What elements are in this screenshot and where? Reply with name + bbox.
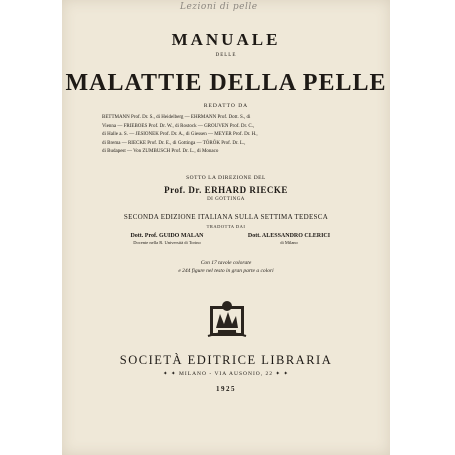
publisher-address: ✦ ✦ MILANO - VIA AUSONIO, 22 ✦ ✦ <box>163 371 289 377</box>
plates-note: Con 17 tavole colorate <box>200 260 252 266</box>
author-line: di Halle a. S. — JESIONEK Prof. Dr. A., di Giessen — MEYER Prof. Dr. H., <box>102 132 258 138</box>
translated-by-label: TRADOTTA DAI <box>206 224 246 229</box>
author-line: Vienna — FRIEBOES Prof. Dr. W., di Rostock — GROUVEN Prof. Dr. C., <box>102 123 255 129</box>
author-line: di Brema — RIECKE Prof. Dr. E., di Gottinga — TÖRÖK Prof. Dr. L., <box>102 140 246 146</box>
director-place: DI GOTTINGA <box>207 197 245 202</box>
title-delle: DELLE <box>215 53 237 58</box>
author-line: BETTMANN Prof. Dr. S., di Heidelberg — EHRMANN Prof. Dott. S., di <box>102 115 251 120</box>
edition-statement: SECONDA EDIZIONE ITALIANA SULLA SETTIMA TEDESCA <box>123 213 329 221</box>
figures-note: e 244 figure nel testo in gran parte a colori <box>178 268 274 274</box>
direction-intro: SOTTO LA DIREZIONE DEL <box>186 175 266 181</box>
director-name: Prof. Dr. ERHARD RIECKE <box>164 185 288 195</box>
translator-name: Dott. ALESSANDRO CLERICI <box>247 233 331 239</box>
title-main: MALATTIE DELLA PELLE <box>65 70 387 96</box>
author-line: di Budapest — Von ZUMBUSCH Prof. Dr. L., di Monaco <box>102 149 219 155</box>
translator-affiliation: Docente nella R. Università di Torino <box>133 240 201 245</box>
translator-name: Dott. Prof. GUIDO MALAN <box>130 233 204 239</box>
translator-affiliation: di Milano <box>280 240 298 245</box>
title-manuale: MANUALE <box>171 30 281 49</box>
publication-year: 1925 <box>216 385 236 393</box>
publisher-name: SOCIETÀ EDITRICE LIBRARIA <box>119 353 333 367</box>
publisher-emblem-icon <box>204 300 250 340</box>
authors-list <box>102 114 352 157</box>
redatto-da-label: REDATTO DA <box>203 103 249 109</box>
translator-2 <box>224 233 354 245</box>
address-text: MILANO - VIA AUSONIO, 22 <box>178 371 274 377</box>
title-page <box>62 0 390 455</box>
handwritten-note: Lezioni di pelle <box>180 2 258 12</box>
translator-1 <box>102 233 232 245</box>
